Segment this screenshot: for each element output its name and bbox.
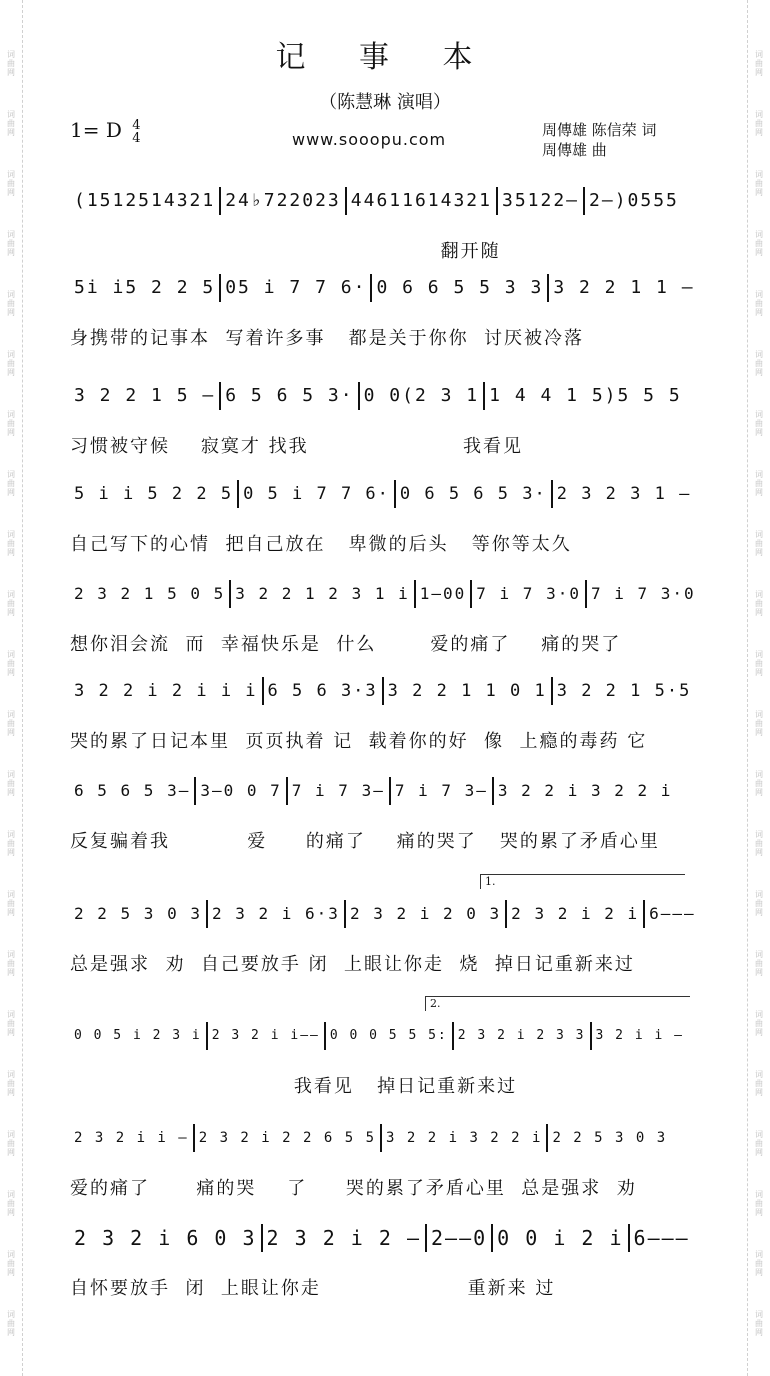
measure: 6——— [633,1226,690,1250]
watermark-text: 词 曲 网 [755,470,763,497]
measure: 1 4 4 1 5)5 5 5 [489,385,682,406]
watermark-text: 词 曲 网 [7,1130,15,1157]
measure: 7 i 7 3·0 [472,580,587,608]
measure: 0 0(2 3 1 [360,382,486,410]
measure: 3 2 2 1 5 — [70,382,221,410]
watermark-text: 词 曲 网 [7,890,15,917]
volta-bracket: 1. [480,874,685,889]
notation-line [70,478,700,508]
measure: 2 3 2 1 5 0 5 [70,580,231,608]
measure: 0 5 i 7 7 6· [239,480,396,508]
watermark-text: 词 曲 网 [7,290,15,317]
watermark-text: 词 曲 网 [7,530,15,557]
key-label: 1= D [70,118,122,142]
lyric-line: 爱的痛了 痛的哭 了 哭的累了矛盾心里 总是强求 劝 [70,1178,637,1199]
measure: 7 i 7 3— [391,777,494,805]
measure: 2 2 5 3 0 3 [552,1130,668,1146]
lyric-line: 身携带的记事本 写着许多事 都是关于你你 讨厌被冷落 [70,328,585,349]
watermark-text: 词 曲 网 [755,290,763,317]
watermark-text: 词 曲 网 [7,1310,15,1337]
time-denominator: 4 [132,130,141,146]
measure: 35122— [498,187,585,215]
lyric-line: 总是强求 劝 自己要放手 闭 上眼让你走 烧 掉日记重新来过 [70,954,635,975]
watermark-text: 词 曲 网 [755,710,763,737]
watermark-text: 词 曲 网 [7,1010,15,1037]
measure: 3 2 2 1 1 — [553,277,695,298]
volta-bracket: 2. [425,996,690,1011]
notation-line [70,775,700,805]
measure: 2 3 2 i 6 0 3 [70,1224,263,1252]
measure: 1—00 [416,580,473,608]
watermark-text: 词 曲 网 [755,1070,763,1097]
measure: 2——0 [427,1224,493,1252]
measure: 2 3 2 i 2 — [263,1224,427,1252]
watermark-text: 词 曲 网 [7,770,15,797]
watermark-text: 词 曲 网 [7,830,15,857]
notation-line [70,675,700,705]
measure: 2 3 2 i i—— [208,1022,326,1050]
measure: 0 6 6 5 5 3 3 [372,274,549,302]
watermark-text: 词 曲 网 [7,470,15,497]
measure: 05 i 7 7 6· [221,274,372,302]
measure: 2 3 2 i 2 3 3 [454,1022,592,1050]
watermark-text: 词 曲 网 [7,170,15,197]
watermark-text: 词 曲 网 [755,590,763,617]
watermark-text: 词 曲 网 [755,350,763,377]
measure: 7 i 7 3— [288,777,391,805]
lyricist-credit: 周傳雄 陈信荣 词 [542,121,657,139]
notation-line [70,185,700,215]
watermark-text: 词 曲 网 [755,950,763,977]
measure: 2 3 2 3 1 — [556,484,692,504]
site-url: www.sooopu.com [292,130,447,149]
watermark-text: 词 曲 网 [755,230,763,257]
watermark-text: 词 曲 网 [755,1250,763,1277]
measure: 6 5 6 3·3 [264,677,384,705]
measure: 2 2 5 3 0 3 [70,900,208,928]
watermark-text: 词 曲 网 [7,710,15,737]
lyric-line: 反复骗着我 爱 的痛了 痛的哭了 哭的累了矛盾心里 [70,831,660,852]
notation-line [70,272,700,302]
measure: 2 3 2 i 2 0 3 [346,900,507,928]
measure: 3 2 2 i 3 2 2 i [382,1124,548,1152]
measure: 3 2 2 i 3 2 2 i [497,781,673,800]
watermark-text: 词 曲 网 [755,1130,763,1157]
watermark-text: 词 曲 网 [7,110,15,137]
watermark-text: 词 曲 网 [7,230,15,257]
watermark-text: 词 曲 网 [7,950,15,977]
watermark-text: 词 曲 网 [755,50,763,77]
time-numerator: 4 [132,117,141,133]
watermark-text: 词 曲 网 [755,170,763,197]
measure: 2 3 2 i i — [70,1124,195,1152]
measure: 3 2 2 1 5·5 [556,681,692,701]
composer-credit: 周傳雄 曲 [542,141,607,159]
measure: 0 0 i 2 i [493,1224,629,1252]
measure: 0 6 5 6 5 3· [396,480,553,508]
measure: 2 3 2 i 6·3 [208,900,346,928]
measure: 6 5 6 5 3· [221,382,359,410]
measure: 5i i5 2 2 5 [70,274,221,302]
watermark-text: 词 曲 网 [7,1070,15,1097]
notation-line [70,1222,700,1252]
measure: 3 2 2 1 1 0 1 [384,677,553,705]
lyric-line: 自己写下的心情 把自己放在 卑微的后头 等你等太久 [70,534,572,555]
lyric-line: 哭的累了日记本里 页页执着 记 载着你的好 像 上瘾的毒药 它 [70,731,648,752]
measure: 0 0 0 5 5 5: [326,1022,454,1050]
notation-line [70,578,700,608]
measure: 6——— [649,904,696,923]
watermark-text: 词 曲 网 [755,770,763,797]
watermark-text: 词 曲 网 [755,1310,763,1337]
watermark-text: 词 曲 网 [755,410,763,437]
measure: 3—0 0 7 [196,777,287,805]
measure: 24♭722023 [221,187,347,215]
watermark-text: 词 曲 网 [7,410,15,437]
notation-line [70,1020,700,1050]
watermark-text: 词 曲 网 [755,650,763,677]
lyric-line: 翻开随 [70,241,501,262]
measure: 2 3 2 i 2 i [507,900,645,928]
song-title: 记 事 本 [275,40,495,75]
key-signature [70,118,141,145]
performer-credit: （陈慧琳 演唱） [319,92,451,113]
credits [542,120,657,160]
lyric-line: 想你泪会流 而 幸福快乐是 什么 爱的痛了 痛的哭了 [70,634,622,655]
measure: 2—)0555 [589,190,679,211]
lyric-line: 自怀要放手 闭 上眼让你走 重新来 过 [70,1278,556,1299]
watermark-text: 词 曲 网 [7,590,15,617]
measure: 3 2 2 1 2 3 1 i [231,580,416,608]
notation-line [70,380,700,410]
measure: 3 2 i i — [595,1028,684,1043]
left-watermark-strip [0,0,23,1376]
watermark-text: 词 曲 网 [7,1250,15,1277]
measure: 0 0 5 i 2 3 i [70,1022,208,1050]
measure: 5 i i 5 2 2 5 [70,480,239,508]
measure: 3 2 2 i 2 i i i [70,677,264,705]
notation-line [70,898,700,928]
watermark-text: 词 曲 网 [7,50,15,77]
watermark-text: 词 曲 网 [755,110,763,137]
notation-line [70,1122,700,1152]
watermark-text: 词 曲 网 [755,890,763,917]
measure: 44611614321 [347,187,498,215]
measure: (1512514321 [70,187,221,215]
watermark-text: 词 曲 网 [755,1010,763,1037]
measure: 6 5 6 5 3— [70,777,196,805]
watermark-text: 词 曲 网 [7,1190,15,1217]
watermark-text: 词 曲 网 [755,530,763,557]
watermark-text: 词 曲 网 [755,830,763,857]
watermark-text: 词 曲 网 [7,350,15,377]
lyric-line: 我看见 掉日记重新来过 [70,1076,518,1097]
right-watermark-strip [747,0,770,1376]
watermark-text: 词 曲 网 [7,650,15,677]
measure: 7 i 7 3·0 [590,584,696,603]
watermark-text: 词 曲 网 [755,1190,763,1217]
measure: 2 3 2 i 2 2 6 5 5 [195,1124,382,1152]
lyric-line: 习惯被守候 寂寞才 找我 我看见 [70,436,524,457]
time-signature [132,119,140,145]
